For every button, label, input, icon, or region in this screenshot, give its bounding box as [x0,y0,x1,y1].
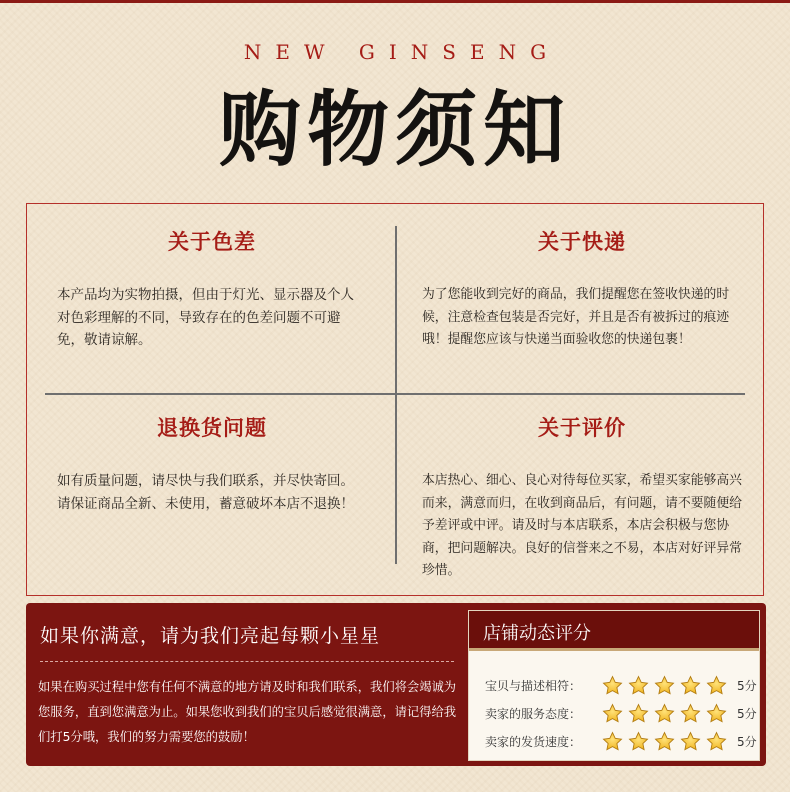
rating-label: 宝贝与描述相符： [485,678,582,693]
section-color-difference [57,226,367,352]
star-icon [651,730,677,752]
rating-score: 5分 [737,734,757,749]
star-rating [599,730,729,752]
rating-panel-title: 店铺动态评分 [469,611,759,651]
section-body: 如有质量问题，请尽快与我们联系，并尽快寄回。请保证商品全新、未使用，蓄意破坏本店不退换！ [57,473,354,512]
star-icon [677,730,703,752]
rating-score: 5分 [737,706,757,721]
star-icon [703,674,729,696]
star-icon [599,702,625,724]
star-rating [599,702,729,724]
section-reviews [422,412,742,583]
page-title: 购物须知 [218,82,571,178]
grid-horizontal-divider [45,393,745,395]
rating-score: 5分 [737,678,757,693]
star-icon [625,674,651,696]
star-icon [599,730,625,752]
section-heading: 退换货问题 [157,416,267,440]
rating-row-shipping [485,729,757,753]
banner-divider [40,661,454,662]
star-icon [703,730,729,752]
star-rating [599,674,729,696]
star-icon [599,674,625,696]
star-icon [677,674,703,696]
section-returns [57,412,367,515]
rating-label: 卖家的发货速度： [485,734,582,749]
section-body: 为了您能收到完好的商品，我们提醒您在签收快递的时候，注意检查包装是否完好，并且是否有被拆过的痕迹哦！提醒您应该与快递当面验收您的快递包裹！ [422,287,730,347]
section-body: 本产品均为实物拍摄，但由于灯光、显示器及个人对色彩理解的不同，导致存在的色差问题不可避免，敬请谅解。 [57,287,354,348]
section-delivery [422,226,742,352]
star-icon [651,702,677,724]
page-subtitle: NEW GINSENG [243,40,561,64]
grid-vertical-divider [395,226,397,564]
section-body: 本店热心、细心、良心对待每位买家，希望买家能够高兴而来，满意而归，在收到商品后，有问题，请不要随便给予差评或中评。请及时与本店联系，本店会积极与您协商，把问题解决。良好的信誉来之不易，本店对好评异常珍惜。 [422,473,742,578]
section-heading: 关于评价 [538,416,626,440]
star-icon [677,702,703,724]
store-rating-panel [468,610,760,761]
section-heading: 关于快递 [538,230,626,254]
rating-row-service [485,701,757,725]
notice-grid [26,203,764,596]
satisfaction-banner [26,603,766,766]
banner-title: 如果你满意，请为我们亮起每颗小星星 [40,625,381,647]
star-icon [651,674,677,696]
top-divider [0,0,790,3]
rating-label: 卖家的服务态度： [485,706,582,721]
star-icon [625,702,651,724]
star-icon [625,730,651,752]
rating-row-description [485,673,757,697]
banner-text: 如果在购买过程中您有任何不满意的地方请及时和我们联系，我们将会竭诚为您服务，直到您满意为止。如果您收到我们的宝贝后感觉很满意，请记得给我们打5分哦，我们的努力需要您的鼓励！ [38,680,457,744]
star-icon [703,702,729,724]
section-heading: 关于色差 [168,230,256,254]
